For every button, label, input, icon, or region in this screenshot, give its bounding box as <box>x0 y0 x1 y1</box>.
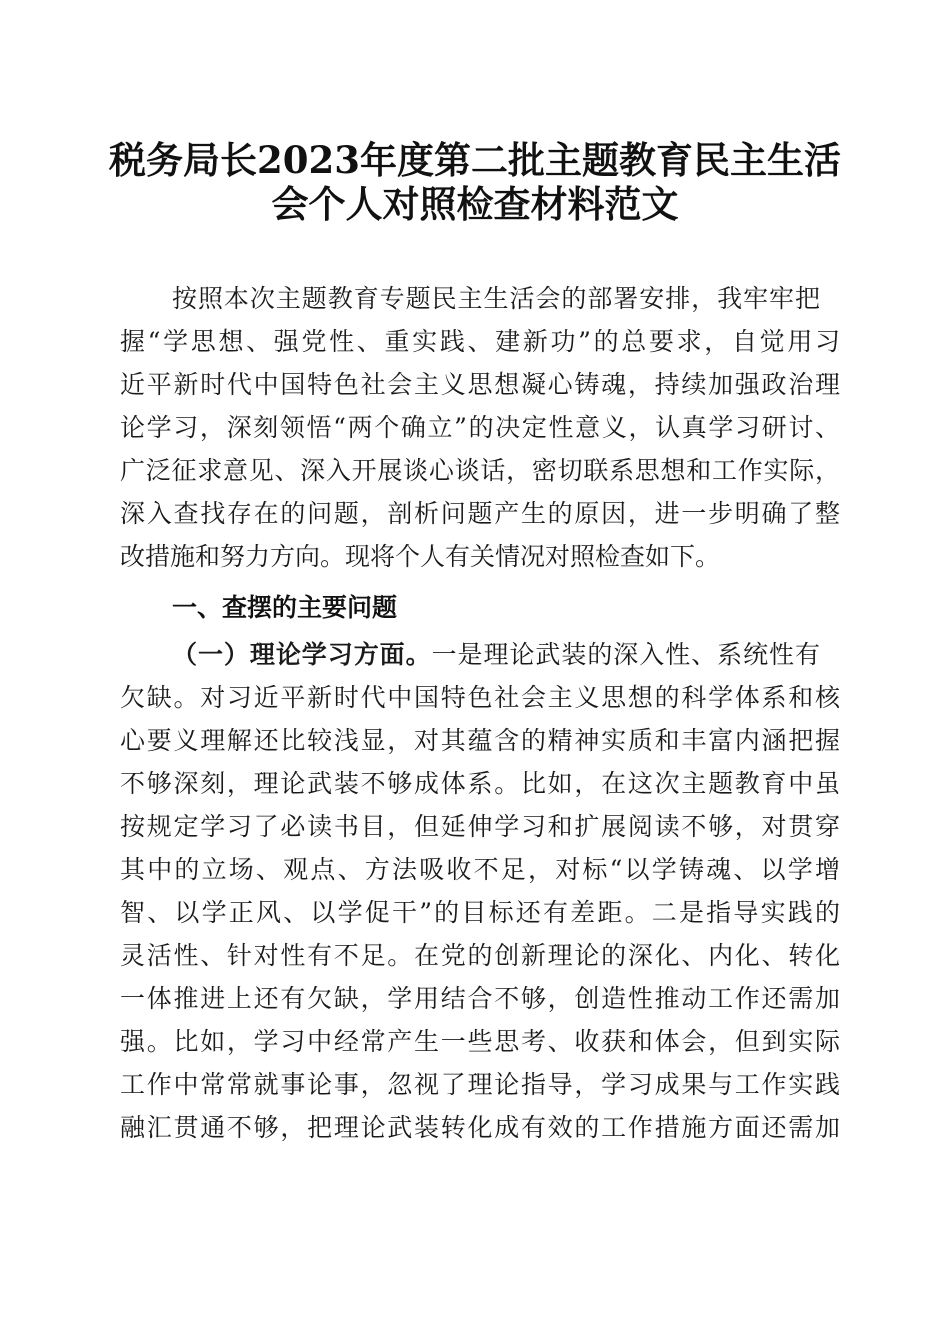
subsection-label: （一）理论学习方面。 <box>172 640 432 669</box>
document-title-line-2: 会个人对照检查材料范文 <box>271 182 679 226</box>
body-paragraph-line: 融汇贯通不够，把理论武装转化成有效的工作措施方面还需加 <box>120 1113 840 1142</box>
body-paragraph-line: 智、以学正风、以学促干”的目标还有差距。二是指导实践的 <box>120 898 840 927</box>
document-title-line-1: 税务局长2023年度第二批主题教育民主生活 <box>109 138 841 182</box>
body-paragraph-line: 不够深刻，理论武装不够成体系。比如，在这次主题教育中虽 <box>120 769 840 798</box>
intro-paragraph-line: 改措施和努力方向。现将个人有关情况对照检查如下。 <box>120 542 721 571</box>
intro-paragraph-line: 握“学思想、强党性、重实践、建新功”的总要求，自觉用习 <box>120 327 840 356</box>
intro-paragraph-line: 近平新时代中国特色社会主义思想凝心铸魂，持续加强政治理 <box>120 370 840 399</box>
subsection-first-line-text: 一是理论武装的深入性、系统性有 <box>431 640 820 669</box>
body-paragraph-line: 按规定学习了必读书目，但延伸学习和扩展阅读不够，对贯穿 <box>120 812 840 841</box>
subsection-first-line <box>172 635 820 675</box>
intro-paragraph-line: 论学习，深刻领悟“两个确立”的决定性意义，认真学习研讨、 <box>120 413 840 442</box>
body-paragraph-line: 强。比如，学习中经常产生一些思考、收获和体会，但到实际 <box>120 1027 840 1056</box>
intro-paragraph-line: 深入查找存在的问题，剖析问题产生的原因，进一步明确了整 <box>120 499 840 528</box>
body-paragraph-line: 心要义理解还比较浅显，对其蕴含的精神实质和丰富内涵把握 <box>120 726 840 755</box>
body-paragraph-line: 工作中常常就事论事，忽视了理论指导，学习成果与工作实践 <box>120 1070 840 1099</box>
body-paragraph-line: 灵活性、针对性有不足。在党的创新理论的深化、内化、转化 <box>120 941 840 970</box>
body-paragraph-line: 其中的立场、观点、方法吸收不足，对标“以学铸魂、以学增 <box>120 855 840 884</box>
section-heading: 一、查摆的主要问题 <box>172 593 398 622</box>
body-paragraph-line: 欠缺。对习近平新时代中国特色社会主义思想的科学体系和核 <box>120 683 840 712</box>
intro-paragraph-line: 广泛征求意见、深入开展谈心谈话，密切联系思想和工作实际， <box>120 456 840 485</box>
body-paragraph-line: 一体推进上还有欠缺，学用结合不够，创造性推动工作还需加 <box>120 984 840 1013</box>
intro-paragraph-line: 按照本次主题教育专题民主生活会的部署安排，我牢牢把 <box>172 284 820 313</box>
